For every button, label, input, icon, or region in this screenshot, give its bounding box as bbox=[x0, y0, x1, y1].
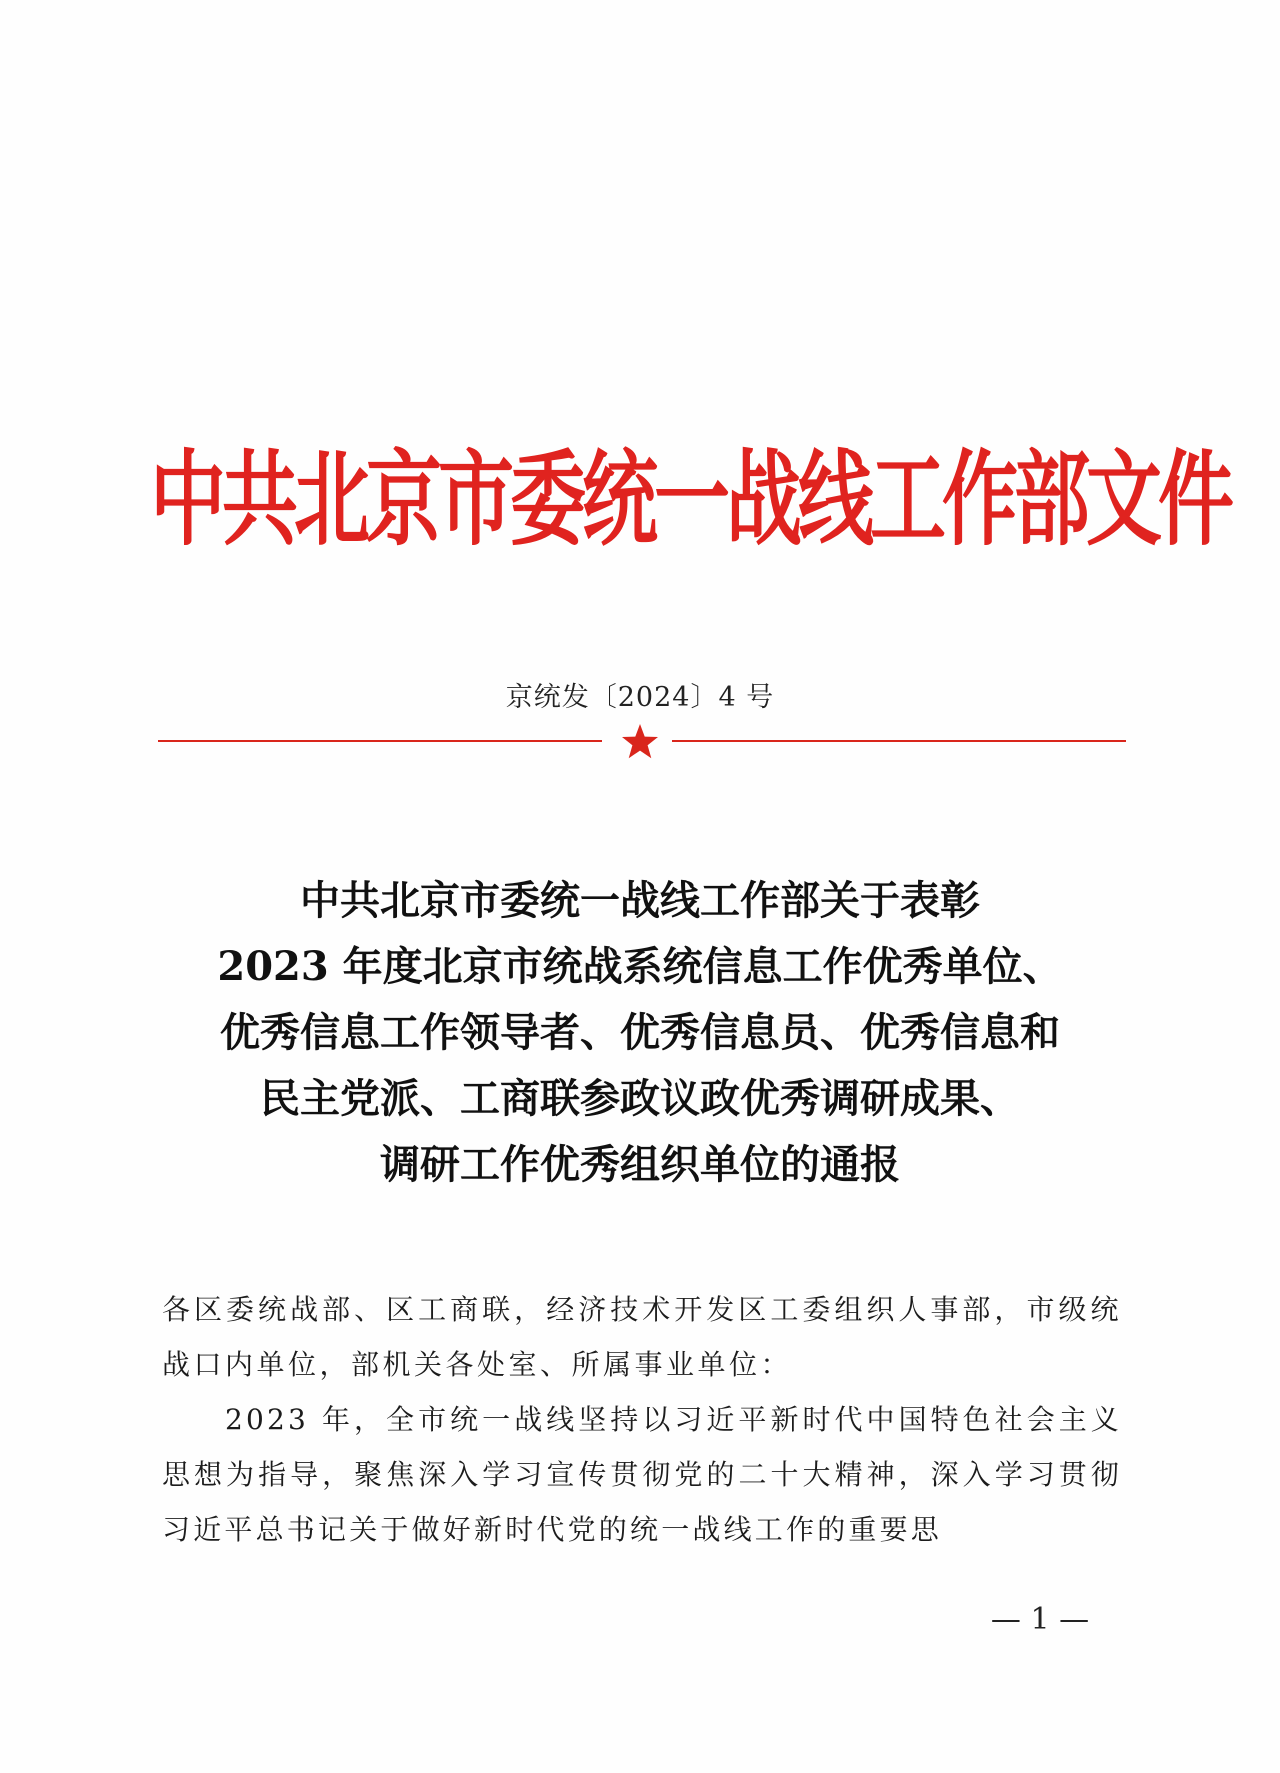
body-paragraph: 2023 年，全市统一战线坚持以习近平新时代中国特色社会主义思想为指导，聚焦深入学习宣传贯彻党的二十大精神，深入学习贯彻习近平总书记关于做好新时代党的统一战线工作的重要思 bbox=[162, 1403, 1122, 1546]
document-masthead: 中共北京市委统一战线工作部文件 bbox=[150, 439, 1230, 560]
document-number: 京统发〔2024〕4 号 bbox=[505, 682, 775, 713]
document-title bbox=[150, 868, 1130, 1198]
title-line: 调研工作优秀组织单位的通报 bbox=[380, 1141, 900, 1188]
page-number: — 1 — bbox=[990, 1602, 1090, 1637]
title-line: 中共北京市委统一战线工作部关于表彰 bbox=[300, 877, 980, 924]
addressee-paragraph: 各区委统战部、区工商联，经济技术开发区工委组织人事部，市级统战口内单位，部机关各处室、所属事业单位： bbox=[162, 1293, 1122, 1381]
document-body bbox=[162, 1282, 1122, 1557]
divider-line-left bbox=[158, 740, 602, 742]
title-line: 民主党派、工商联参政议政优秀调研成果、 bbox=[260, 1075, 1020, 1122]
red-divider bbox=[158, 722, 1126, 762]
title-line: 2023 年度北京市统战系统信息工作优秀单位、 bbox=[217, 943, 1063, 990]
divider-line-right bbox=[672, 740, 1126, 742]
title-line: 优秀信息工作领导者、优秀信息员、优秀信息和 bbox=[220, 1009, 1060, 1056]
red-star-icon bbox=[620, 722, 660, 762]
